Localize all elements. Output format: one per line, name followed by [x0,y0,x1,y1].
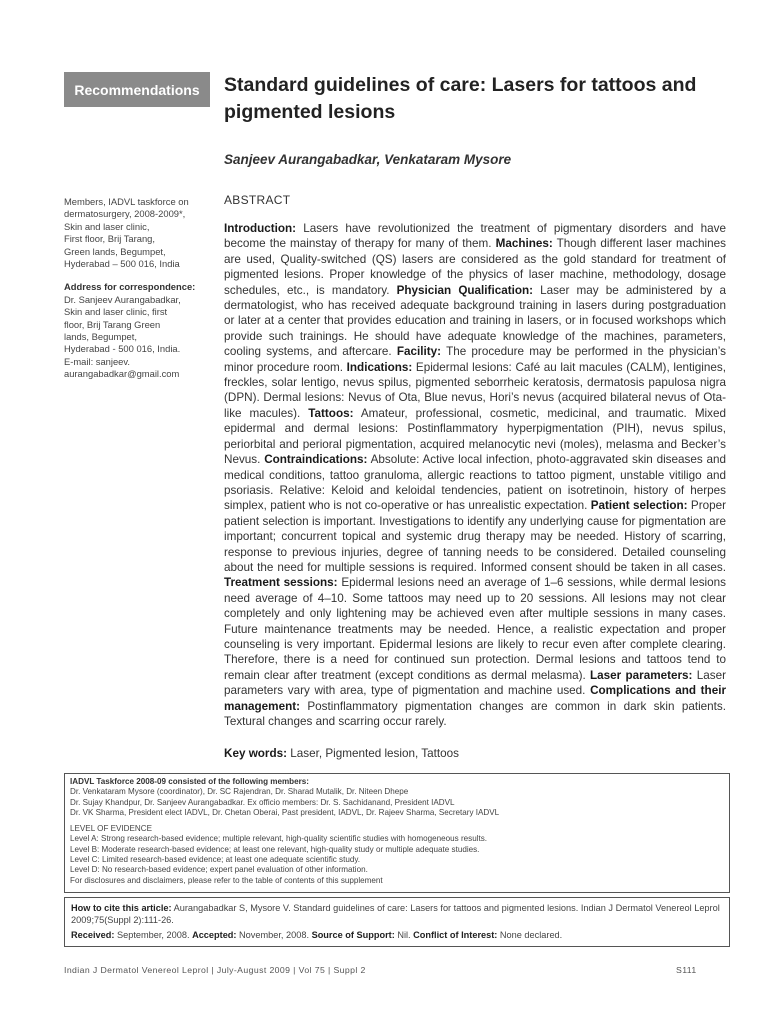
keywords [224,747,726,760]
label-laser-parameters: Laser parameters: [590,668,693,682]
label-patient-selection: Patient selection: [590,499,688,513]
affiliation: Members, IADVL taskforce on dermatosurgery, 2008-2009*, Skin and laser clinic, First floor, Brij Tarang, Green lands, Begumpet, Hyderabad – 500 016, India [64,196,189,270]
text-machines: Though different laser machines are used, Quality-switched (QS) lasers are considered as the gold standard for treatment of pigmented lesions. Proper knowledge of the physics of laser machine, methodology, dosage schedules, etc., is mandatory. [224,237,726,297]
cite-text: Aurangabadkar S, Mysore V. Standard guidelines of care: Lasers for tattoos and pigmented lesions. Indian J Dermatol Venereol Leprol 2009;75(Suppl 2):111-26. [71,903,720,925]
text-facility: The procedure may be performed in the physician’s minor procedure room. [224,345,726,374]
taskforce-line: Dr. Sujay Khandpur, Dr. Sanjeev Aurangabadkar. Ex officio members: Dr. S. Sachidanand, President IADVL [70,797,455,807]
text-complications: Postinflammatory pigmentation changes are common in dark skin patients. Textural changes and scarring occur rarely. [224,699,726,728]
section-tag: Recommendations [64,72,210,107]
conflict-value: None declared. [497,930,563,940]
text-contraindications: Absolute: Active local infection, photo-aggravated skin diseases and medical conditions, tattoo granuloma, allergic reactions to tattoo pigment, unstable vitiligo and psoriasis. Relative: Keloid and keloidal tendencies, patient on isotretinoin, history of herpes simplex, patient who is not co-operative or has unrealistic expectation. [224,453,727,513]
citation [71,902,723,926]
text-tattoos: Amateur, professional, cosmetic, medicinal, and traumatic. Mixed epidermal and dermal lesions: Postinflammatory hyperpigmentation (PIH), nevus spilus, periorbital and perioral pigmentation, acquired melanocytic nevi (moles), melasma and Becker’s Nevus. [224,406,726,467]
address-heading: Address for correspondence: [64,281,196,293]
page-number: S111 [676,965,697,975]
label-introduction: Introduction: [224,222,297,235]
evidence-line: Level C: Limited research-based evidence; at least one adequate scientific study. [70,855,361,865]
keywords-label: Key words: [224,747,287,760]
conflict-label: Conflict of Interest: [413,930,498,940]
accepted-label: Accepted: [192,930,237,940]
taskforce-line: Dr. VK Sharma, President elect IADVL, Dr. Chetan Oberai, Past president, IADVL, Dr. Rajeev Sharma, Secretary IADVL [70,807,500,817]
support-value: Nil. [394,930,414,940]
label-physician-qualification: Physician Qualification: [396,283,534,297]
correspondence-address: Dr. Sanjeev Aurangabadkar, Skin and laser clinic, first floor, Brij Tarang Green lands, Begumpet, Hyderabad - 500 016, India. E-mail: sanjeev. aurangabadkar@gmail.com [64,293,181,380]
label-treatment-sessions: Treatment sessions: [224,576,338,590]
text-patient-selection: Proper patient selection is important. Investigations to identify any underlying cause for pigmentation are important; concurrent topical and systemic drug therapy may be needed. History of scarring, response to previous injuries, degree of tanning needs to be considered. Detailed counseling about the need for multiple sessions is required. Informed consent should be taken in all cases. [224,499,727,574]
received-label: Received: [71,930,115,940]
evidence-heading: LEVEL OF EVIDENCE [70,824,153,834]
author-list: Sanjeev Aurangabadkar, Venkataram Mysore [224,152,512,167]
label-indications: Indications: [346,360,413,374]
abstract-heading: ABSTRACT [224,193,291,207]
text-introduction: Lasers have revolutionized the treatment of pigmentary disorders and have become the mainstay of therapy for many of them. [224,222,726,251]
text-indications: Epidermal lesions: Café au lait macules (CALM), lentigines, freckles, solar lentigo, nevus spilus, pigmented seborrheic keratosis, dermatosis papulosa nigra (DPN). Dermal lesions: Nevus of Ota, Blue nevus, Hori’s nevus (acquired bilateral nevus of Ota-like macules). [224,360,726,420]
evidence-line: Level B: Moderate research-based evidence; at least one relevant, high-quality study or multiple adequate studies. [70,844,480,854]
dates-line [71,929,723,941]
accepted-date: November, 2008. [236,930,312,940]
taskforce-heading: IADVL Taskforce 2008-09 consisted of the following members: [70,777,309,786]
received-date: September, 2008. [114,930,193,940]
text-physician-qualification: Laser may be administered by a dermatologist, who has received adequate background training in lasers during postgraduation or later at a center that provides education and training in lasers, or in focused workshops which provide such trainings. He should have adequate knowledge of the machines, parameters, cooling systems, and aftercare. [224,283,726,359]
citation-box [64,897,730,947]
journal-footer: Indian J Dermatol Venereol Leprol | July-August 2009 | Vol 75 | Suppl 2 [64,965,366,975]
sidebar [64,196,222,381]
article-title: Standard guidelines of care: Lasers for tattoos and pigmented lesions [224,74,697,123]
text-laser-parameters: Laser parameters vary with area, type of pigmentation and machine used. [224,668,726,698]
text-treatment-sessions: Epidermal lesions need an average of 1–6 sessions, while dermal lesions need average of 4–10. Some tattoos may need up to 20 sessions. All lesions may not clear completely and only lightening may be achieved even after multiple sessions in many cases. Future maintenance treatments may be needed. Hence, a realistic expectation and proper counseling is very important. Epidermal lesions are likely to recur even after complete clearing. Therefore, there is a need for continued sun protection. Dermal lesions and tattoos tend to remain clear after treatment (except conditions as dermal melasma). [224,576,726,682]
taskforce-box [64,773,730,893]
taskforce-line: Dr. Venkataram Mysore (coordinator), Dr. SC Rajendran, Dr. Sharad Mutalik, Dr. Niteen Dhepe [70,787,409,797]
label-tattoos: Tattoos: [308,406,354,420]
support-label: Source of Support: [311,930,395,940]
abstract-body [224,221,726,729]
cite-label: How to cite this article: [71,903,172,913]
label-contraindications: Contraindications: [264,453,368,467]
keywords-text: Laser, Pigmented lesion, Tattoos [287,747,459,760]
evidence-line: Level A: Strong research-based evidence; multiple relevant, high-quality scientific studies with homogeneous results. [70,834,488,844]
evidence-line: Level D: No research-based evidence; expert panel evaluation of other information. [70,865,368,875]
label-complications: Complications and their management: [224,684,726,713]
label-facility: Facility: [396,345,442,359]
disclosure-line: For disclosures and disclaimers, please refer to the table of contents of this supplement [70,875,383,885]
label-machines: Machines: [495,237,553,251]
